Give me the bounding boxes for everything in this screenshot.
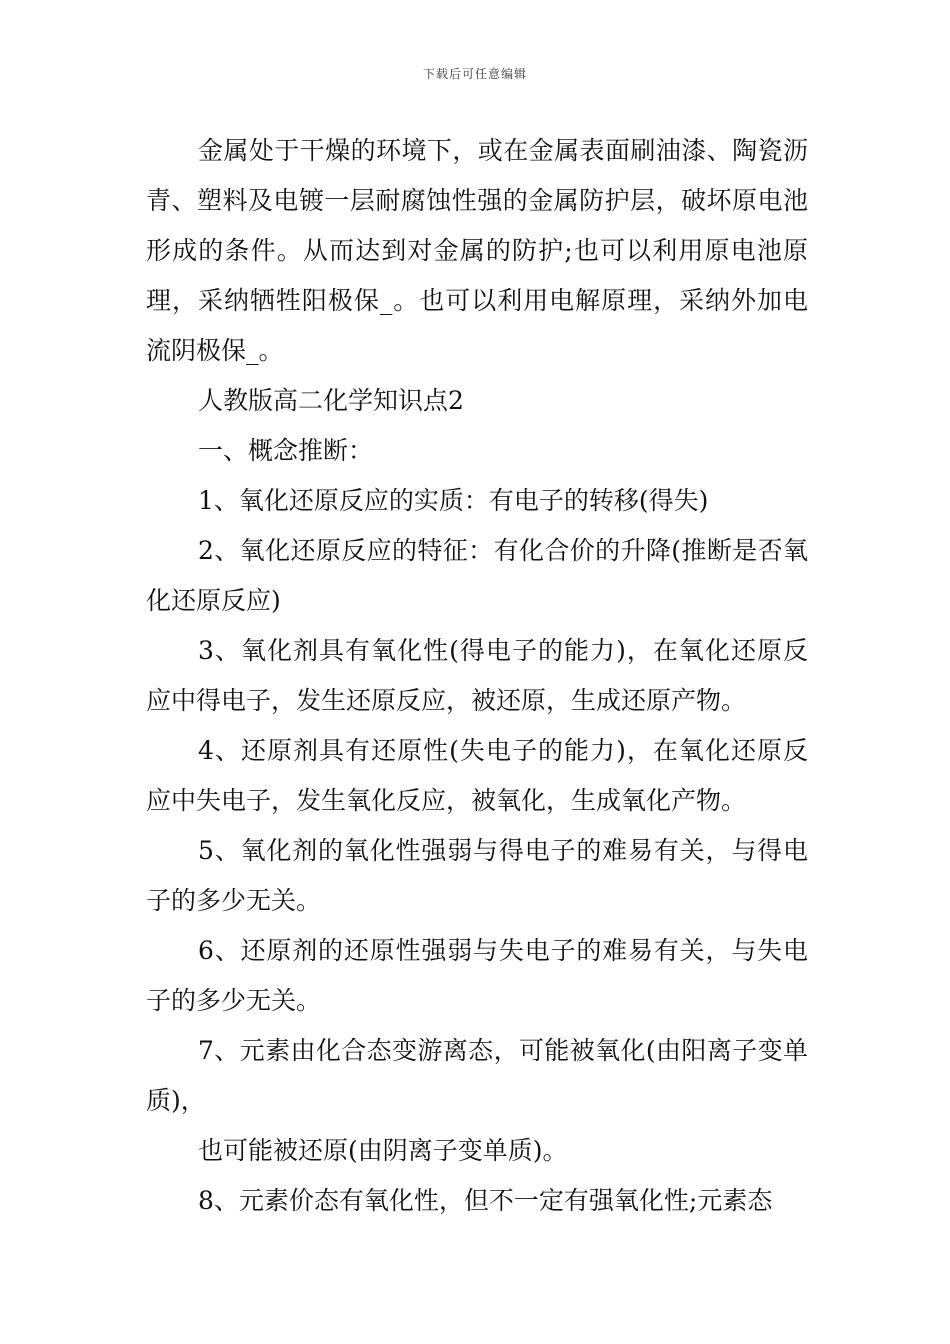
list-item-6: 6、还原剂的还原性强弱与失电子的难易有关，与失电子的多少无关。 xyxy=(146,936,808,1015)
list-item-2: 2、氧化还原反应的特征：有化合价的升降(推断是否氧化还原反应) xyxy=(146,536,808,615)
header-note: 下载后可任意编辑 xyxy=(422,67,527,81)
list-item-7-continued: 也可能被还原(由阴离子变单质)。 xyxy=(198,1136,568,1165)
list-item-1: 1、氧化还原反应的实质：有电子的转移(得失) xyxy=(198,486,709,515)
list-item-4: 4、还原剂具有还原性(失电子的能力)，在氧化还原反应中失电子，发生氧化反应，被氧化，生成氧化产物。 xyxy=(146,736,808,815)
section-heading-concepts: 一、概念推断： xyxy=(198,436,374,465)
list-item-5: 5、氧化剂的氧化性强弱与得电子的难易有关，与得电子的多少无关。 xyxy=(146,836,808,915)
list-item-8: 8、元素价态有氧化性，但不一定有强氧化性;元素态 xyxy=(198,1186,773,1215)
document-body xyxy=(146,126,808,1226)
paragraph-metal-protection: 金属处于干燥的环境下，或在金属表面刷油漆、陶瓷沥青、塑料及电镀一层耐腐蚀性强的金属防护层，破坏原电池形成的条件。从而达到对金属的防护;也可以利用原电池原理，采纳牺牲阳极保_。也可以利用电解原理，采纳外加电流阴极保_。 xyxy=(146,136,808,365)
list-item-7: 7、元素由化合态变游离态，可能被氧化(由阳离子变单质)， xyxy=(146,1036,808,1115)
list-item-3: 3、氧化剂具有氧化性(得电子的能力)，在氧化还原反应中得电子，发生还原反应，被还原，生成还原产物。 xyxy=(146,636,808,715)
section-title: 人教版高二化学知识点2 xyxy=(198,386,464,415)
